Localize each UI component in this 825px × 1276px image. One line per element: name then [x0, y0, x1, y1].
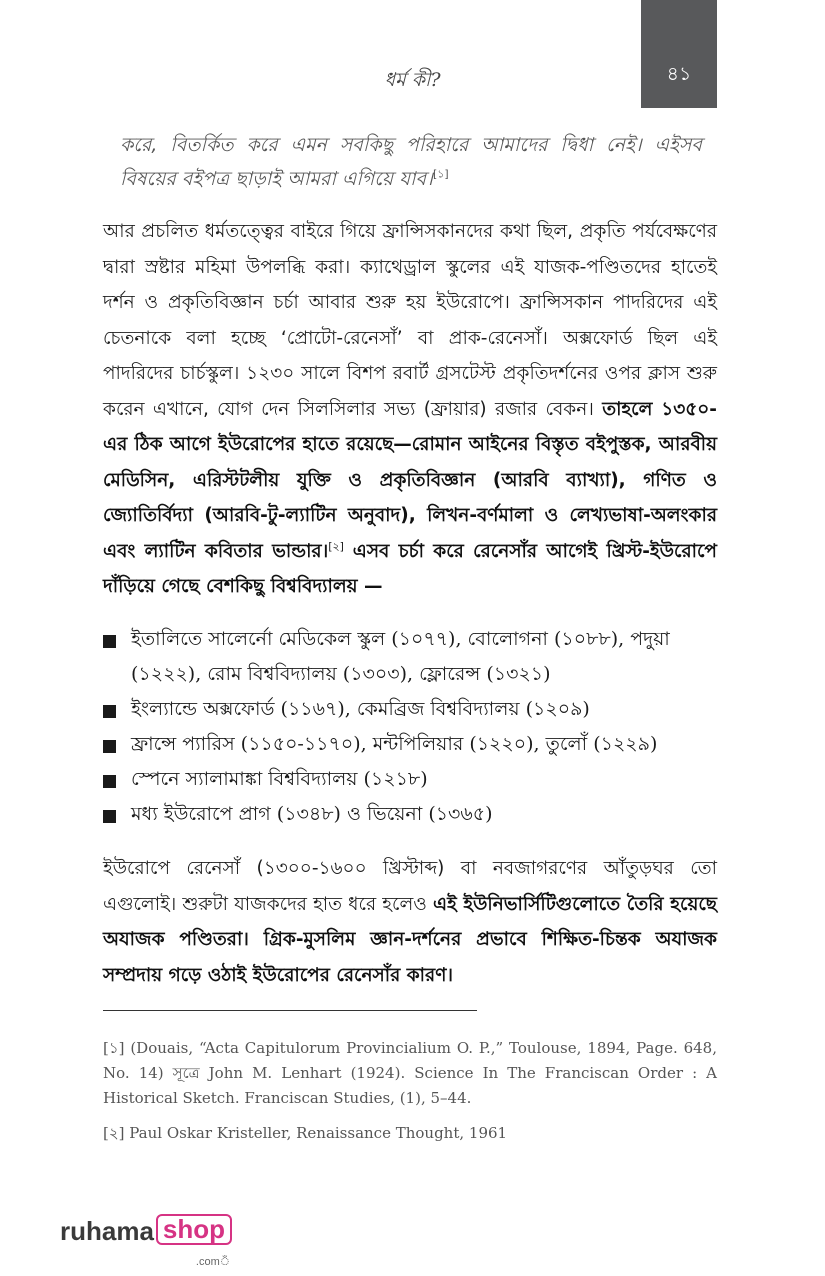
list-item: মধ্য ইউরোপে প্রাগ (১৩৪৮) ও ভিয়েনা (১৩৬৫) [103, 797, 717, 832]
paragraph-2-bold: এই ইউনিভার্সিটিগুলোতে তৈরি হয়েছে অযাজক পণ্ডিতরা। গ্রিক-মুসলিম জ্ঞান-দর্শনের প্রভাবে শিক্ষিত-চিন্তক অযাজক সম্প্রদায় গড়ে ওঠাই ইউরোপের রেনেসাঁর কারণ। [103, 893, 717, 986]
running-title: ধর্ম কী? [384, 69, 441, 91]
paragraph-1-bold: তাহলে ১৩৫০-এর ঠিক আগে ইউরোপের হাতে রয়েছে—রোমান আইনের বিস্তৃত বইপুস্তক, আরবীয় মেডিসিন, এরিস্টটলীয় যুক্তি ও প্রকৃতিবিজ্ঞান (আরবি ব্যাখ্যা), গণিত ও জ্যোতির্বিদ্যা (আরবি-টু-ল্যাটিন অনুবাদ), লিখন-বর্ণমালা ও লেখ্যভাষা-অলংকার এবং ল্যাটিন কবিতার ভান্ডার। [103, 398, 717, 562]
logo-shop-text: shop [162, 1214, 226, 1244]
footnote-text: (Douais, “Acta Capitulorum Provincialium O. P.,” Toulouse, 1894, Page. 648, No. 14) সূত্রে John M. Lenhart (1924). Science In The Franciscan Order : A Historical Sketch. Franciscan Studies, (1), 5–44. [103, 1039, 717, 1107]
list-item: ফ্রান্সে প্যারিস (১১৫০-১১৭০), মন্টপিলিয়ার (১২২০), তুলোঁ (১২২৯) [103, 727, 717, 762]
bullet-square-icon [103, 775, 116, 788]
paragraph-1-normal: আর প্রচলিত ধর্মতত্ত্বের বাইরে গিয়ে ফ্রান্সিসকানদের কথা ছিল, প্রকৃতি পর্যবেক্ষণের দ্বারা স্রষ্টার মহিমা উপলব্ধি করা। ক্যাথেড্রাল স্কুলের এই যাজক-পণ্ডিতদের হাতেই দর্শন ও প্রকৃতিবিজ্ঞান চর্চা আবার শুরু হয় ইউরোপে। ফ্রান্সিসকান পাদরিদের এই চেতনাকে বলা হচ্ছে ‘প্রোটো-রেনেসাঁ’ বা প্রাক-রেনেসাঁ। অক্সফোর্ড ছিল এই পাদরিদের চার্চস্কুল। ১২৩০ সালে বিশপ রবার্ট গ্রসটেস্ট প্রকৃতিদর্শনের ওপর ক্লাস শুরু করেন এখানে, যোগ দেন সিলসিলার সভ্য (ফ্রায়ার) রজার বেকন। [103, 221, 717, 420]
footnote-2 [103, 1121, 717, 1146]
list-item: ইংল্যান্ডে অক্সফোর্ড (১১৬৭), কেমব্রিজ বিশ্ববিদ্যালয় (১২০৯) [103, 692, 717, 727]
footnote-divider [103, 1010, 477, 1011]
paragraph-2 [103, 851, 717, 993]
footnote-1 [103, 1036, 717, 1111]
bullet-square-icon [103, 810, 116, 823]
bullet-square-icon [103, 705, 116, 718]
paragraph-2-normal: ইউরোপে রেনেসাঁ (১৩০০-১৬০০ খ্রিস্টাব্দ) বা নবজাগরণের আঁতুড়ঘর তো এগুলোই। শুরুটা যাজকদের হাত ধরে হলেও [103, 858, 717, 915]
quote-footnote-ref[interactable]: [১] [432, 167, 449, 181]
footnotes [103, 1036, 717, 1156]
logo-com-text: .comঁ [195, 1256, 231, 1268]
paragraph-1-footnote-ref[interactable]: [২] [328, 539, 344, 553]
list-item: ইতালিতে সালের্নো মেডিকেল স্কুল (১০৭৭), বোলোগনা (১০৮৮), পদুয়া (১২২২), রোম বিশ্ববিদ্যালয় (১৩০৩), ফ্লোরেন্স (১৩২১) [103, 622, 717, 692]
logo-shop-box [156, 1214, 232, 1268]
university-list [103, 622, 717, 832]
block-quote [120, 128, 702, 196]
bullet-square-icon [103, 635, 116, 648]
page-number: ৪১ [666, 63, 692, 85]
footnote-mark: [১] [103, 1039, 125, 1057]
ruhamashop-logo [60, 1214, 232, 1268]
paragraph-1 [103, 214, 717, 605]
quote-text: করে, বিতর্কিত করে এমন সবকিছু পরিহারে আমাদের দ্বিধা নেই। এইসব বিষয়ের বইপত্র ছাড়াই আমরা এগিয়ে যাব। [120, 134, 702, 190]
logo-ruhama-text: ruhama [60, 1216, 154, 1246]
bullet-square-icon [103, 740, 116, 753]
list-item: স্পেনে স্যালামাঙ্কা বিশ্ববিদ্যালয় (১২১৮) [103, 762, 717, 797]
paragraph-1-tail: এসব চর্চা করে রেনেসাঁর আগেই খ্রিস্ট-ইউরোপে দাঁড়িয়ে গেছে বেশকিছু বিশ্ববিদ্যালয় — [103, 540, 717, 597]
footnote-mark: [২] [103, 1124, 125, 1142]
footnote-text: Paul Oskar Kristeller, Renaissance Thought, 1961 [129, 1124, 508, 1142]
